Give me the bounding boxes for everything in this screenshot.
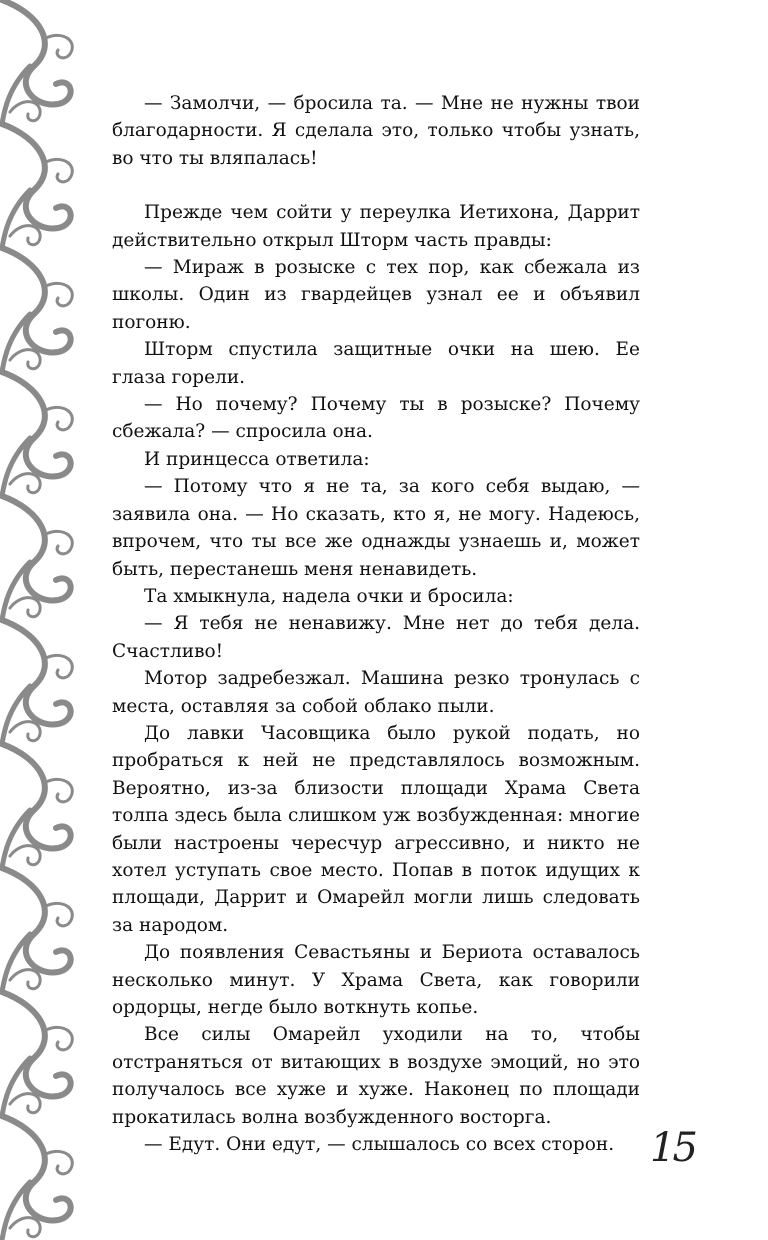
paragraph: — Мираж в розыске с тех пор, как сбежала из школы. Один из гвардейцев узнал ее и объявил погоню. (112, 257, 640, 333)
paragraph: — Потому что я не та, за кого себя выдаю, — заявила она. — Но сказать, кто я, не могу. Надеюсь, впрочем, что ты все же однажды узнаешь и, может быть, перестанешь меня ненавидеть. (112, 476, 640, 580)
book-page-text (112, 90, 640, 1158)
paragraph: — Я тебя не ненавижу. Мне нет до тебя дела. Счастливо! (112, 613, 640, 662)
paragraph: Та хмыкнула, надела очки и бросила: (144, 585, 514, 607)
paragraph: — Но почему? Почему ты в розыске? Почему сбежала? — спросила она. (112, 394, 640, 443)
paragraph: Шторм спустила защитные очки на шею. Ее глаза горели. (112, 339, 640, 388)
paragraph: До лавки Часовщика было рукой подать, но пробраться к ней не представлялось возможным. Вероятно, из-за близости площади Храма Света толпа здесь была слишком уж возбужденная: многие были настроены чересчур агрессивно, и никто не хотел уступать свое место. Попав в поток идущих к площади, Даррит и Омарейл могли лишь следовать за народом. (112, 722, 640, 936)
paragraph: Все силы Омарейл уходили на то, чтобы отстраняться от витающих в воздухе эмоций, но это получалось все хуже и хуже. Наконец по площади прокатилась волна возбужденного восторга. (112, 1024, 640, 1128)
page-number: 15 (650, 1125, 695, 1171)
paragraph: — Замолчи, — бросила та. — Мне не нужны твои благодарности. Я сделала это, только чтобы узнать, во что ты вляпалась! (112, 93, 640, 169)
paragraph: И принцесса ответила: (144, 448, 370, 470)
paragraph: До появления Севастьяны и Бериота оставалось несколько минут. У Храма Света, как говорили ордорцы, негде было воткнуть копье. (112, 942, 640, 1018)
paragraph: Прежде чем сойти у переулка Иетихона, Даррит действительно открыл Шторм часть правды: (112, 202, 640, 251)
decorative-swirl-border (0, 0, 100, 1240)
paragraph: — Едут. Они едут, — слышалось со всех сторон. (144, 1134, 615, 1156)
paragraph: Мотор задребезжал. Машина резко тронулась с места, оставляя за собой облако пыли. (112, 668, 640, 717)
